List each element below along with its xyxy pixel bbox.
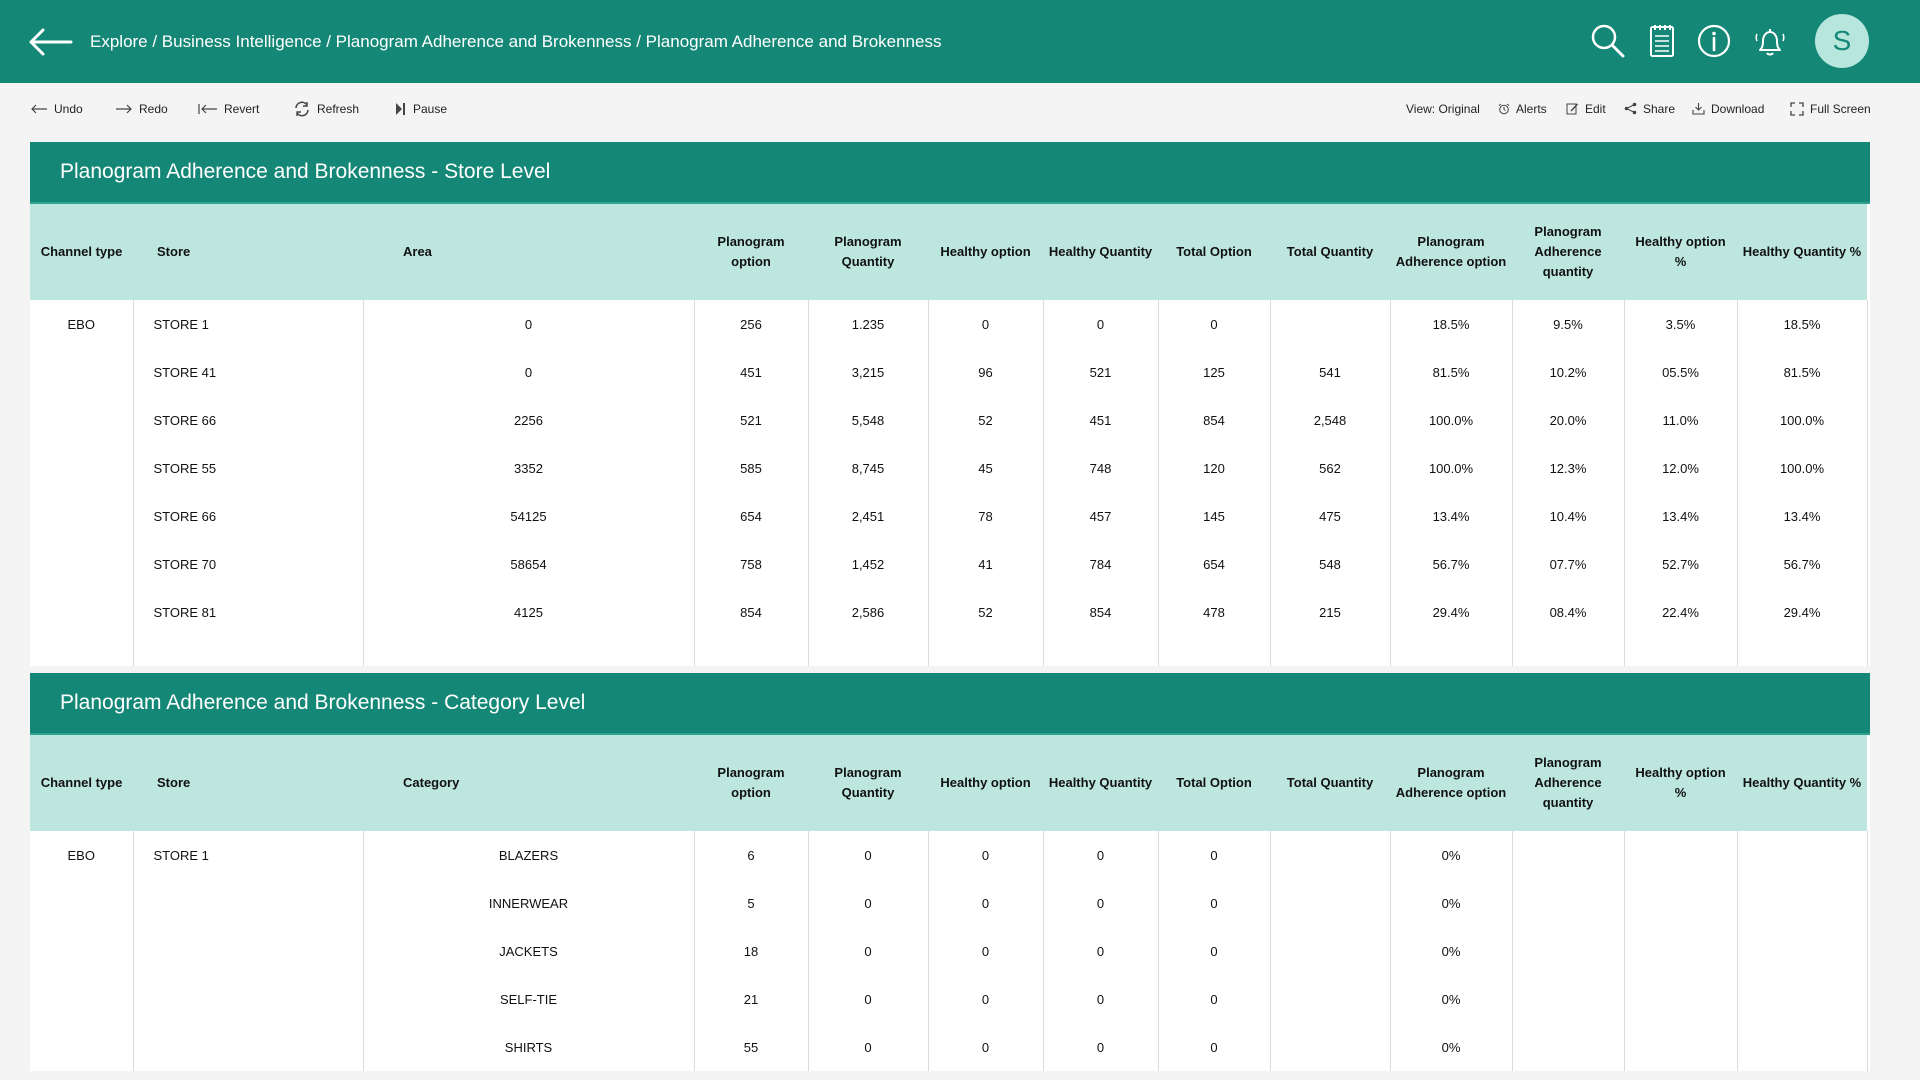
table-cell: SELF-TIE xyxy=(363,975,694,1023)
table-cell xyxy=(1624,975,1737,1023)
column-header[interactable]: Planogram option xyxy=(694,204,808,300)
table-cell xyxy=(30,879,133,927)
column-header[interactable]: Planogram Quantity xyxy=(808,735,928,831)
alerts-button[interactable] xyxy=(1498,83,1547,134)
table-cell: 56.7% xyxy=(1737,540,1867,588)
table-cell: 478 xyxy=(1158,588,1270,636)
table-cell: 3.5% xyxy=(1624,300,1737,348)
column-header[interactable]: Healthy Quantity % xyxy=(1737,735,1867,831)
table-cell xyxy=(1512,975,1624,1023)
table-cell: 0 xyxy=(1043,879,1158,927)
table-cell: 3352 xyxy=(363,444,694,492)
pause-label: Pause xyxy=(413,101,448,116)
store-level-panel xyxy=(30,142,1870,666)
table-cell: 6 xyxy=(694,831,808,879)
table-cell: 55 xyxy=(694,1023,808,1071)
category-level-panel xyxy=(30,673,1870,1071)
table-row xyxy=(30,927,1867,975)
table-cell: 54125 xyxy=(363,492,694,540)
table-cell xyxy=(1270,975,1390,1023)
table-cell: 585 xyxy=(694,444,808,492)
breadcrumb[interactable]: Explore / Business Intelligence / Planogram Adherence and Brokenness / Planogram Adherence and Brokenness xyxy=(90,32,942,51)
empty-cell xyxy=(694,636,808,666)
table-cell: INNERWEAR xyxy=(363,879,694,927)
table-cell: 256 xyxy=(694,300,808,348)
table-cell: 81.5% xyxy=(1737,348,1867,396)
table-cell: 08.4% xyxy=(1512,588,1624,636)
table-cell xyxy=(1624,927,1737,975)
table-row xyxy=(30,588,1867,636)
download-icon xyxy=(1692,102,1705,115)
table-cell: 758 xyxy=(694,540,808,588)
info-icon[interactable] xyxy=(1695,22,1733,60)
table-cell: 13.4% xyxy=(1390,492,1512,540)
table-cell: 2,548 xyxy=(1270,396,1390,444)
table-cell: STORE 70 xyxy=(133,540,363,588)
table-cell xyxy=(30,492,133,540)
table-cell: 451 xyxy=(694,348,808,396)
refresh-icon xyxy=(293,101,311,117)
table-cell: 854 xyxy=(1158,396,1270,444)
table-cell: 78 xyxy=(928,492,1043,540)
table-cell: 0 xyxy=(1158,927,1270,975)
table-cell: 100.0% xyxy=(1390,444,1512,492)
table-cell xyxy=(1270,927,1390,975)
table-cell: BLAZERS xyxy=(363,831,694,879)
table-cell: 0 xyxy=(928,879,1043,927)
table-cell: 0 xyxy=(928,1023,1043,1071)
category-level-header-row xyxy=(30,735,1867,831)
column-header[interactable]: Planogram Adherence quantity xyxy=(1512,204,1624,300)
table-cell: 41 xyxy=(928,540,1043,588)
table-cell: 22.4% xyxy=(1624,588,1737,636)
empty-cell xyxy=(1043,636,1158,666)
table-cell: 18 xyxy=(694,927,808,975)
table-cell: 21 xyxy=(694,975,808,1023)
table-cell: 29.4% xyxy=(1737,588,1867,636)
table-cell: 120 xyxy=(1158,444,1270,492)
table-cell: 0 xyxy=(1158,879,1270,927)
table-cell: 07.7% xyxy=(1512,540,1624,588)
table-cell: STORE 55 xyxy=(133,444,363,492)
table-cell: 2,451 xyxy=(808,492,928,540)
table-cell: 0 xyxy=(363,348,694,396)
table-cell: 81.5% xyxy=(1390,348,1512,396)
table-cell: 4125 xyxy=(363,588,694,636)
store-level-body xyxy=(30,300,1867,666)
table-cell: STORE 1 xyxy=(133,831,363,879)
table-cell xyxy=(1270,879,1390,927)
table-cell xyxy=(1624,1023,1737,1071)
table-cell xyxy=(30,348,133,396)
table-cell: 100.0% xyxy=(1737,396,1867,444)
table-cell: 541 xyxy=(1270,348,1390,396)
table-cell xyxy=(133,927,363,975)
table-cell: 0% xyxy=(1390,879,1512,927)
table-cell: 5 xyxy=(694,879,808,927)
pause-button[interactable] xyxy=(395,83,447,134)
store-level-title: Planogram Adherence and Brokenness - Store Level xyxy=(30,142,1870,204)
table-cell: 1.235 xyxy=(808,300,928,348)
table-cell: 0 xyxy=(1043,1023,1158,1071)
edit-icon xyxy=(1566,102,1579,115)
table-cell: 0 xyxy=(928,300,1043,348)
table-cell: 29.4% xyxy=(1390,588,1512,636)
column-header[interactable]: Total Quantity xyxy=(1270,204,1390,300)
table-cell: 0% xyxy=(1390,927,1512,975)
table-row xyxy=(30,492,1867,540)
table-cell xyxy=(1624,831,1737,879)
table-cell: STORE 41 xyxy=(133,348,363,396)
category-level-body xyxy=(30,831,1867,1071)
table-cell: 0 xyxy=(808,927,928,975)
empty-cell xyxy=(363,636,694,666)
table-cell xyxy=(1512,831,1624,879)
table-cell: 784 xyxy=(1043,540,1158,588)
table-cell: 0 xyxy=(808,975,928,1023)
pause-icon xyxy=(395,102,407,116)
table-spacer-row xyxy=(30,636,1867,666)
table-cell: 13.4% xyxy=(1737,492,1867,540)
table-row xyxy=(30,348,1867,396)
table-cell: 100.0% xyxy=(1737,444,1867,492)
table-cell: 96 xyxy=(928,348,1043,396)
store-level-header-row xyxy=(30,204,1867,300)
category-level-header xyxy=(30,735,1867,831)
table-cell: 52 xyxy=(928,396,1043,444)
column-header[interactable]: Planogram Adherence quantity xyxy=(1512,735,1624,831)
table-cell: 10.2% xyxy=(1512,348,1624,396)
table-cell xyxy=(1737,927,1867,975)
column-header[interactable]: Planogram Quantity xyxy=(808,204,928,300)
view-selector[interactable] xyxy=(1406,83,1480,134)
table-cell xyxy=(30,444,133,492)
table-cell: EBO xyxy=(30,831,133,879)
notification-bell-icon[interactable] xyxy=(1751,22,1789,60)
column-header[interactable]: Store xyxy=(133,204,363,300)
empty-cell xyxy=(1270,636,1390,666)
column-header[interactable]: Total Option xyxy=(1158,204,1270,300)
table-cell xyxy=(30,975,133,1023)
table-cell: 52 xyxy=(928,588,1043,636)
checklist-icon[interactable] xyxy=(1643,22,1681,60)
table-cell: 8,745 xyxy=(808,444,928,492)
empty-cell xyxy=(1512,636,1624,666)
empty-cell xyxy=(1737,636,1867,666)
table-cell: 0 xyxy=(1043,927,1158,975)
table-cell: EBO xyxy=(30,300,133,348)
table-cell: 20.0% xyxy=(1512,396,1624,444)
table-cell: 0% xyxy=(1390,831,1512,879)
table-cell xyxy=(1512,879,1624,927)
column-header[interactable]: Healthy Quantity % xyxy=(1737,204,1867,300)
column-header[interactable]: Channel type xyxy=(30,735,133,831)
undo-arrow-icon xyxy=(30,104,48,114)
table-row xyxy=(30,1023,1867,1071)
table-cell xyxy=(30,396,133,444)
category-level-title: Planogram Adherence and Brokenness - Category Level xyxy=(30,673,1870,735)
table-cell xyxy=(30,588,133,636)
table-cell: JACKETS xyxy=(363,927,694,975)
table-cell: STORE 1 xyxy=(133,300,363,348)
table-cell: 854 xyxy=(1043,588,1158,636)
full-screen-button[interactable] xyxy=(1790,83,1871,134)
table-cell xyxy=(1270,300,1390,348)
table-cell xyxy=(133,975,363,1023)
table-cell xyxy=(1737,975,1867,1023)
table-cell xyxy=(1512,927,1624,975)
edit-label: Edit xyxy=(1585,101,1606,116)
table-row xyxy=(30,879,1867,927)
table-row xyxy=(30,396,1867,444)
undo-button[interactable] xyxy=(30,83,83,134)
redo-label: Redo xyxy=(139,101,168,116)
table-cell: 12.3% xyxy=(1512,444,1624,492)
user-avatar[interactable]: S xyxy=(1815,14,1869,68)
table-cell: 215 xyxy=(1270,588,1390,636)
toolbar xyxy=(0,83,1920,134)
empty-cell xyxy=(928,636,1043,666)
table-cell: 11.0% xyxy=(1624,396,1737,444)
table-cell: 05.5% xyxy=(1624,348,1737,396)
table-row xyxy=(30,300,1867,348)
table-cell: 748 xyxy=(1043,444,1158,492)
table-cell xyxy=(1737,831,1867,879)
table-cell xyxy=(1624,879,1737,927)
share-label: Share xyxy=(1643,101,1676,116)
refresh-label: Refresh xyxy=(317,101,360,116)
table-cell: 13.4% xyxy=(1624,492,1737,540)
revert-icon xyxy=(198,103,218,115)
table-cell: 5,548 xyxy=(808,396,928,444)
empty-cell xyxy=(808,636,928,666)
table-cell: 0 xyxy=(1043,975,1158,1023)
alerts-label: Alerts xyxy=(1516,101,1547,116)
table-cell xyxy=(133,879,363,927)
table-cell: 654 xyxy=(694,492,808,540)
search-icon[interactable] xyxy=(1589,22,1627,60)
column-header[interactable]: Planogram Adherence option xyxy=(1390,204,1512,300)
undo-label: Undo xyxy=(54,101,83,116)
table-cell xyxy=(1737,879,1867,927)
table-cell: 18.5% xyxy=(1390,300,1512,348)
redo-button[interactable] xyxy=(115,83,168,134)
column-header[interactable]: Healthy option xyxy=(928,204,1043,300)
share-button[interactable] xyxy=(1624,83,1675,134)
table-cell: 100.0% xyxy=(1390,396,1512,444)
table-cell: 654 xyxy=(1158,540,1270,588)
table-cell: 45 xyxy=(928,444,1043,492)
table-cell: 0 xyxy=(808,831,928,879)
column-header[interactable]: Total Quantity xyxy=(1270,735,1390,831)
table-cell: 0 xyxy=(1158,831,1270,879)
column-header[interactable]: Healthy option % xyxy=(1624,735,1737,831)
table-cell: 9.5% xyxy=(1512,300,1624,348)
table-cell: 0 xyxy=(1158,1023,1270,1071)
table-cell: 10.4% xyxy=(1512,492,1624,540)
revert-label: Revert xyxy=(224,101,260,116)
table-cell: 52.7% xyxy=(1624,540,1737,588)
table-cell: 0 xyxy=(808,879,928,927)
download-button[interactable] xyxy=(1692,83,1764,134)
table-cell: 0 xyxy=(808,1023,928,1071)
table-cell xyxy=(30,1023,133,1071)
table-cell: 145 xyxy=(1158,492,1270,540)
table-cell: 3,215 xyxy=(808,348,928,396)
table-cell: 0 xyxy=(1158,300,1270,348)
table-cell: 2256 xyxy=(363,396,694,444)
table-cell: 0 xyxy=(1043,300,1158,348)
column-header[interactable]: Total Option xyxy=(1158,735,1270,831)
table-cell: 0 xyxy=(928,975,1043,1023)
table-cell: 562 xyxy=(1270,444,1390,492)
top-header xyxy=(0,0,1920,83)
table-cell: STORE 66 xyxy=(133,396,363,444)
table-cell: 56.7% xyxy=(1390,540,1512,588)
column-header[interactable]: Store xyxy=(133,735,363,831)
category-level-table xyxy=(30,735,1868,1071)
column-header[interactable]: Healthy Quantity xyxy=(1043,204,1158,300)
table-cell: 451 xyxy=(1043,396,1158,444)
table-cell: 854 xyxy=(694,588,808,636)
table-cell xyxy=(30,927,133,975)
table-cell: 0% xyxy=(1390,975,1512,1023)
table-cell: SHIRTS xyxy=(363,1023,694,1071)
view-label: View: Original xyxy=(1406,101,1480,116)
column-header[interactable]: Planogram option xyxy=(694,735,808,831)
table-cell: 0 xyxy=(363,300,694,348)
column-header[interactable]: Healthy option xyxy=(928,735,1043,831)
table-cell: 457 xyxy=(1043,492,1158,540)
table-cell: 0% xyxy=(1390,1023,1512,1071)
table-cell: 548 xyxy=(1270,540,1390,588)
table-cell: 2,586 xyxy=(808,588,928,636)
table-cell: 0 xyxy=(1043,831,1158,879)
table-cell: 18.5% xyxy=(1737,300,1867,348)
full-screen-label: Full Screen xyxy=(1810,101,1871,116)
table-row xyxy=(30,975,1867,1023)
table-cell: STORE 66 xyxy=(133,492,363,540)
column-header[interactable]: Area xyxy=(363,204,694,300)
table-cell: 125 xyxy=(1158,348,1270,396)
empty-cell xyxy=(30,636,133,666)
table-cell: 0 xyxy=(928,831,1043,879)
table-cell: 521 xyxy=(1043,348,1158,396)
table-row xyxy=(30,540,1867,588)
empty-cell xyxy=(1390,636,1512,666)
alarm-icon xyxy=(1498,103,1510,115)
column-header[interactable]: Healthy Quantity xyxy=(1043,735,1158,831)
back-arrow-icon[interactable] xyxy=(27,24,73,60)
refresh-button[interactable] xyxy=(293,83,359,134)
table-cell: 1,452 xyxy=(808,540,928,588)
table-row xyxy=(30,831,1867,879)
empty-cell xyxy=(1624,636,1737,666)
fullscreen-icon xyxy=(1790,102,1804,116)
table-cell xyxy=(1737,1023,1867,1071)
column-header[interactable]: Category xyxy=(363,735,694,831)
empty-cell xyxy=(133,636,363,666)
table-cell xyxy=(1512,1023,1624,1071)
table-cell: 521 xyxy=(694,396,808,444)
table-cell xyxy=(1270,831,1390,879)
column-header[interactable]: Planogram Adherence option xyxy=(1390,735,1512,831)
download-label: Download xyxy=(1711,101,1765,116)
table-cell: STORE 81 xyxy=(133,588,363,636)
table-cell: 58654 xyxy=(363,540,694,588)
table-cell: 12.0% xyxy=(1624,444,1737,492)
revert-button[interactable] xyxy=(198,83,259,134)
redo-arrow-icon xyxy=(115,104,133,114)
store-level-header xyxy=(30,204,1867,300)
table-cell: 0 xyxy=(1158,975,1270,1023)
empty-cell xyxy=(1158,636,1270,666)
column-header[interactable]: Healthy option % xyxy=(1624,204,1737,300)
table-cell xyxy=(30,540,133,588)
share-icon xyxy=(1624,102,1637,115)
column-header[interactable]: Channel type xyxy=(30,204,133,300)
store-level-table xyxy=(30,204,1868,666)
table-cell: 475 xyxy=(1270,492,1390,540)
table-row xyxy=(30,444,1867,492)
table-cell xyxy=(1270,1023,1390,1071)
edit-button[interactable] xyxy=(1566,83,1606,134)
table-cell: 0 xyxy=(928,927,1043,975)
table-cell xyxy=(133,1023,363,1071)
